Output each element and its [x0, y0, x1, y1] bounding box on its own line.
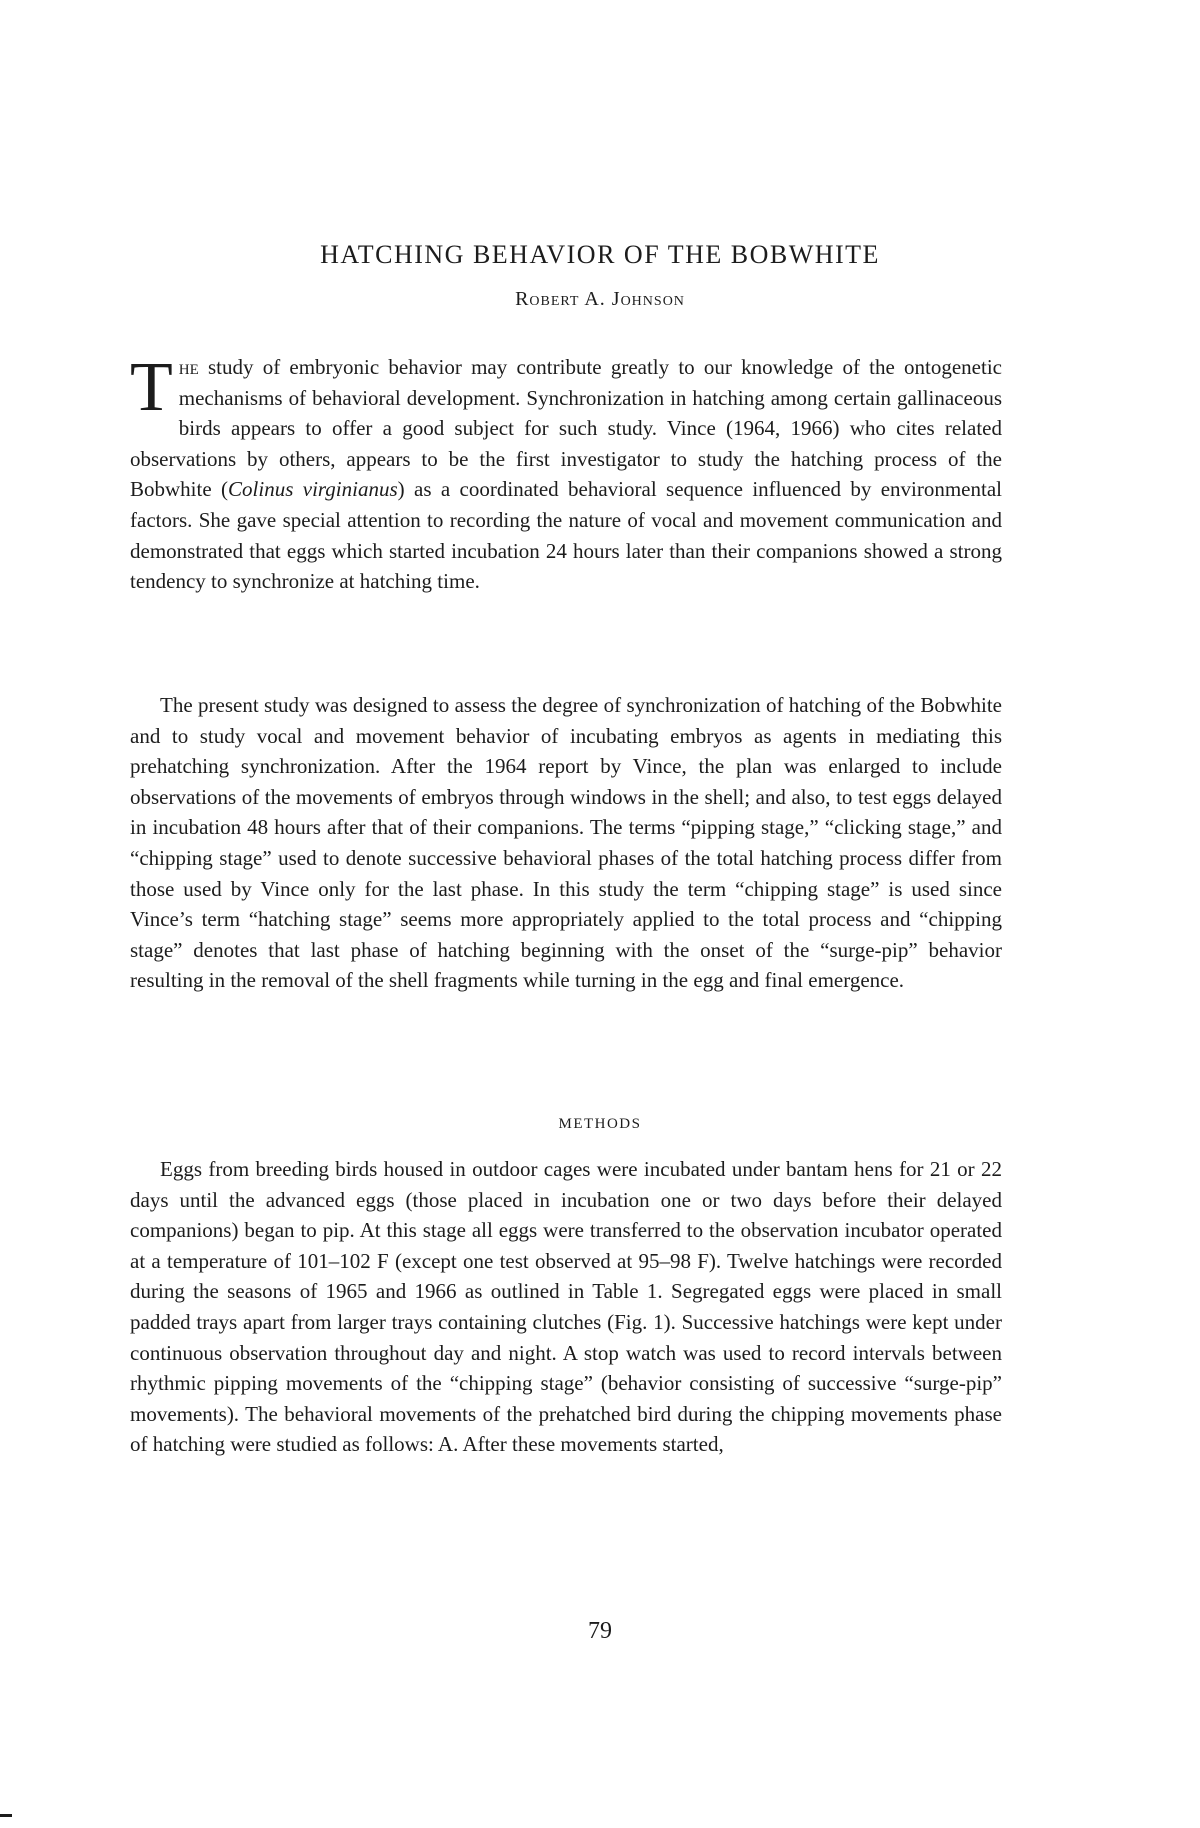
- intro-text: study of embryonic behavior may contribute greatly to our knowledge of the ontogenetic mechanisms of behavioral development. Synchronization in hatching among certain gallinaceous birds appears to offer a good subject for such study. Vince (1964, 1966) who cites related observations by others, appears to be the first investigator to study the hatching process of the Bobwhite (: [130, 355, 1002, 502]
- author-name: Robert A. Johnson: [515, 288, 685, 310]
- drop-cap: T: [130, 349, 173, 426]
- methods-paragraph: Eggs from breeding birds housed in outdoor cages were incubated under bantam hens for 21 or 22 days until the advanced eggs (those placed in incubation one or two days before their delayed companions) began to pip. At this stage all eggs were transferred to the observation incubator operated at a temperature of 101–102 F (except one test observed at 95–98 F). Twelve hatchings were recorded during the seasons of 1965 and 1966 as outlined in Table 1. Segregated eggs were placed in small padded trays apart from larger trays containing clutches (Fig. 1). Successive hatchings were kept under continuous observation throughout day and night. A stop watch was used to record intervals between rhythmic pipping movements of the “chipping stage” (behavior consisting of successive “surge-pip” movements). The behavioral movements of the prehatched bird during the chipping movements phase of hatching were studied as follows: A. After these movements started,: [130, 1157, 1002, 1457]
- section-heading-methods: METHODS: [558, 1116, 642, 1132]
- intro-smallcaps: he: [178, 355, 199, 379]
- intro-text-end: ) as a coordinated behavioral sequence influenced by environmental factors. She gave special attention to recording the nature of vocal and movement communication and demonstrated that eggs which started incubation 24 hours later than their companions showed a strong tendency to synchronize at hatching time.: [130, 477, 1002, 594]
- study-design-paragraph: The present study was designed to assess the degree of synchronization of hatching of the Bobwhite and to study vocal and movement behavior of incubating embryos as agents in mediating this prehatching synchronization. After the 1964 report by Vince, the plan was enlarged to include observations of the movements of embryos through windows in the shell; and also, to test eggs delayed in incubation 48 hours after that of their companions. The terms “pipping stage,” “clicking stage,” and “chipping stage” used to denote successive behavioral phases of the total hatching process differ from those used by Vince only for the last phase. In this study the term “chipping stage” is used since Vince’s term “hatching stage” seems more appropriately applied to the total process and “chipping stage” denotes that last phase of hatching beginning with the onset of the “surge-pip” behavior resulting in the removal of the shell fragments while turning in the egg and final emergence.: [130, 693, 1002, 993]
- page-number: 79: [588, 1618, 612, 1644]
- species-name: Colinus virginianus: [228, 477, 398, 502]
- scan-edge-mark: [0, 1814, 12, 1817]
- intro-paragraph: [130, 349, 1002, 597]
- article-title: HATCHING BEHAVIOR OF THE BOBWHITE: [320, 240, 880, 269]
